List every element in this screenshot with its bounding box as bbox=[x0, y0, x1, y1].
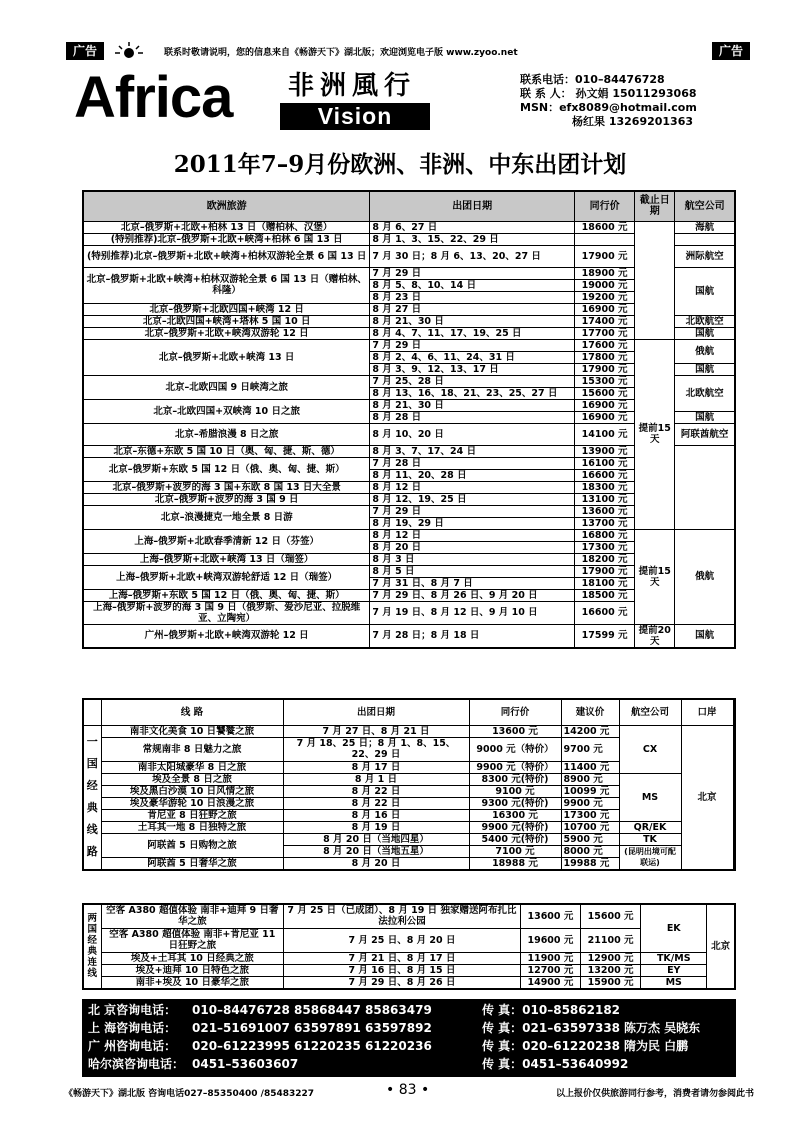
departure-dates: 8 月 5、8、10、14 日 bbox=[370, 279, 575, 291]
departure-dates: 7 月 28 日 bbox=[370, 457, 575, 469]
airline bbox=[733, 833, 735, 845]
route-name: 北京–希腊浪漫 8 日之旅 bbox=[83, 423, 370, 445]
airline: TK bbox=[619, 833, 681, 845]
price: 16300 元 bbox=[469, 809, 561, 821]
footer-city: 北 京咨询电话： bbox=[88, 1003, 177, 1017]
footer-fax: 传 真：0451–53640992 bbox=[482, 1057, 629, 1071]
departure-dates: 8 月 13、16、18、21、23、25、27 日 bbox=[370, 387, 575, 399]
departure-dates: 8 月 21、30 日 bbox=[370, 315, 575, 327]
africa-header-row bbox=[83, 699, 735, 725]
airline: 北欧航空 bbox=[675, 315, 735, 327]
price: 13700 元 bbox=[575, 517, 635, 529]
departure-dates: 8 月 3、9、12、13、17 日 bbox=[370, 363, 575, 375]
departure-dates: 7 月 27 日、8 月 21 日 bbox=[283, 725, 469, 737]
europe-header-row bbox=[83, 191, 735, 221]
suggested-price: 10700 元 bbox=[561, 821, 619, 833]
price: 13900 元 bbox=[575, 445, 635, 457]
africa-side-label: 一 国 经 典 线 路 bbox=[83, 725, 101, 870]
route-name: 空客 A380 超值体验 南非+肯尼亚 11 日狂野之旅 bbox=[101, 928, 284, 952]
suggested-price: 5900 元 bbox=[561, 833, 619, 845]
deadline: 提前15天 bbox=[635, 529, 675, 624]
footer-p: 020–61223995 61220235 61220236 bbox=[192, 1039, 432, 1053]
departure-dates: 8 月 20 日 bbox=[283, 857, 469, 870]
price: 17300 元 bbox=[575, 541, 635, 553]
price: 17600 元 bbox=[575, 339, 635, 351]
airline: 俄航 bbox=[675, 339, 735, 363]
africa-row bbox=[83, 725, 735, 737]
price: 13100 元 bbox=[575, 493, 635, 505]
ad-bar bbox=[66, 42, 750, 60]
airline: EK bbox=[641, 904, 707, 952]
price: 13600 元 bbox=[469, 725, 561, 737]
airline: CX bbox=[619, 725, 681, 773]
side-label bbox=[83, 699, 101, 725]
price: 12700 元 bbox=[520, 964, 580, 976]
departure-dates: 7 月 29 日 bbox=[370, 505, 575, 517]
page-bottom bbox=[64, 1084, 754, 1098]
contact-tel: 联系电话：010–84476728 bbox=[520, 73, 665, 86]
price: 15300 元 bbox=[575, 375, 635, 387]
combo-row bbox=[83, 928, 735, 952]
ad-text: 联系时敬请说明，您的信息来自《畅游天下》湖北版；欢迎浏览电子版 www.zyoo.net bbox=[164, 48, 518, 58]
airline: 阿联酋航空 bbox=[675, 423, 735, 445]
suggested-price: 17300 元 bbox=[561, 809, 619, 821]
combo-row bbox=[83, 976, 735, 989]
price: 16600 元 bbox=[575, 601, 635, 624]
footer-p: 010–84476728 85868447 85863479 bbox=[192, 1003, 432, 1017]
deadline: 提前20天 bbox=[635, 624, 675, 648]
route-name: 上海–俄罗斯+东欧 5 国 12 日（俄、奥、匈、捷、斯） bbox=[83, 589, 370, 601]
route-name: 土耳其一地 8 日独特之旅 bbox=[101, 821, 283, 833]
departure-dates: 7 月 19 日、8 月 12 日、9 月 10 日 bbox=[370, 601, 575, 624]
brand-vision: Vision bbox=[280, 103, 430, 130]
route-name: 北京–北欧四国+双峡湾 10 日之旅 bbox=[83, 399, 370, 423]
route-name: 上海–俄罗斯+北欧+峡湾 13 日（瑞签） bbox=[83, 553, 370, 565]
suggested-price: 19988 元 bbox=[561, 857, 619, 870]
price: 17700 元 bbox=[575, 327, 635, 339]
departure-dates: 8 月 22 日 bbox=[283, 797, 469, 809]
route-name: 北京–俄罗斯+北欧四国+峡湾 12 日 bbox=[83, 303, 370, 315]
price: 13600 元 bbox=[575, 505, 635, 517]
departure-dates: 7 月 18、25 日；8 月 1、8、15、22、29 日 bbox=[283, 737, 469, 761]
price: 16900 元 bbox=[575, 399, 635, 411]
africa-header-cell: 出团日期 bbox=[283, 699, 469, 725]
departure-dates: 8 月 12 日 bbox=[370, 481, 575, 493]
brand-africa: Africa bbox=[74, 65, 233, 130]
price: 17599 元 bbox=[575, 624, 635, 648]
africa-row bbox=[83, 773, 735, 785]
route-name: (特别推荐)北京–俄罗斯+北欧+峡湾+柏林双游轮全景 6 国 13 日 bbox=[83, 245, 370, 267]
contact-block bbox=[520, 73, 697, 129]
airline: TK/MS bbox=[641, 952, 707, 964]
departure-dates: 7 月 28 日；8 月 18 日 bbox=[370, 624, 575, 648]
airline: 国航 bbox=[675, 363, 735, 375]
route-name: 北京–俄罗斯+北欧+峡湾 13 日 bbox=[83, 339, 370, 375]
departure-dates: 8 月 1、3、15、22、29 日 bbox=[370, 233, 575, 245]
suggested-price: 15600 元 bbox=[580, 904, 640, 928]
price: 19000 元 bbox=[575, 279, 635, 291]
departure-dates: 7 月 16 日、8 月 15 日 bbox=[284, 964, 521, 976]
africa-row bbox=[83, 821, 735, 833]
departure-dates: 7 月 29 日 bbox=[370, 267, 575, 279]
suggested-price: 12900 元 bbox=[580, 952, 640, 964]
price: 9000 元（特价） bbox=[469, 737, 561, 761]
bottom-left: 《畅游天下》湖北版 咨询电话027–85350400 /85483227 bbox=[64, 1089, 315, 1099]
footer-city: 哈尔滨咨询电话： bbox=[88, 1057, 185, 1071]
route-name: 阿联酋 5 日购物之旅 bbox=[101, 833, 283, 857]
departure-dates: 8 月 20 日（当地五星） bbox=[283, 845, 469, 857]
route-name: 南非+埃及 10 日豪华之旅 bbox=[101, 976, 284, 989]
airline: 海航 bbox=[675, 221, 735, 233]
africa-header-cell: 线 路 bbox=[101, 699, 283, 725]
departure-dates: 8 月 22 日 bbox=[283, 785, 469, 797]
airline: 北欧航空 bbox=[675, 375, 735, 411]
airline: 俄航 bbox=[675, 529, 735, 624]
price: 16600 元 bbox=[575, 469, 635, 481]
route-name: 埃及豪华游轮 10 日浪漫之旅 bbox=[101, 797, 283, 809]
port: 北京 bbox=[707, 904, 735, 989]
europe-row bbox=[83, 221, 735, 233]
departure-dates: 8 月 2、4、6、11、24、31 日 bbox=[370, 351, 575, 363]
airline bbox=[675, 445, 735, 529]
route-name: 常规南非 8 日魅力之旅 bbox=[101, 737, 283, 761]
route-name: 埃及全景 8 日之旅 bbox=[101, 773, 283, 785]
departure-dates: 7 月 21 日、8 月 17 日 bbox=[284, 952, 521, 964]
airline-note: (昆明出境可配联运) bbox=[619, 845, 681, 870]
footer-fax: 传 真：020–61220238 bbox=[482, 1039, 621, 1053]
departure-dates: 7 月 29 日、8 月 26 日、9 月 20 日 bbox=[370, 589, 575, 601]
departure-dates: 7 月 25 日（已成团）、8 月 19 日 独家赠送阿布扎比法拉利公园 bbox=[284, 904, 521, 928]
price: 9900 元(特价) bbox=[469, 821, 561, 833]
price: 7100 元 bbox=[469, 845, 561, 857]
suggested-price: 11400 元 bbox=[561, 761, 619, 773]
price: 14900 元 bbox=[520, 976, 580, 989]
departure-dates: 7 月 29 日 bbox=[370, 339, 575, 351]
price: 9300 元(特价) bbox=[469, 797, 561, 809]
price: 16100 元 bbox=[575, 457, 635, 469]
departure-dates: 8 月 17 日 bbox=[283, 761, 469, 773]
route-name: 北京–俄罗斯+北欧+峡湾双游轮 12 日 bbox=[83, 327, 370, 339]
route-name: 北京–俄罗斯+波罗的海 3 国 9 日 bbox=[83, 493, 370, 505]
departure-dates: 8 月 23 日 bbox=[370, 291, 575, 303]
route-name: 北京–浪漫捷克一地全景 8 日游 bbox=[83, 505, 370, 529]
airline: MS bbox=[641, 976, 707, 989]
price: 17400 元 bbox=[575, 315, 635, 327]
route-name: 上海–俄罗斯+北欧春季清新 12 日（芬签） bbox=[83, 529, 370, 553]
price: 14100 元 bbox=[575, 423, 635, 445]
africa-header-cell: 口岸 bbox=[681, 699, 733, 725]
ad-tag-right: 广告 bbox=[712, 42, 750, 60]
suggested-price: 8000 元 bbox=[561, 845, 619, 857]
departure-dates: 8 月 28 日 bbox=[370, 411, 575, 423]
ad-tag-left: 广告 bbox=[66, 42, 104, 60]
route-name: 南非太阳城豪华 8 日之旅 bbox=[101, 761, 283, 773]
airline: 洲际航空 bbox=[675, 245, 735, 267]
route-name: 上海–俄罗斯+北欧+峡湾双游轮舒适 12 日（瑞签） bbox=[83, 565, 370, 589]
departure-dates: 8 月 27 日 bbox=[370, 303, 575, 315]
price: 18300 元 bbox=[575, 481, 635, 493]
suggested-price: 9700 元 bbox=[561, 737, 619, 761]
departure-dates: 8 月 21、30 日 bbox=[370, 399, 575, 411]
europe-row bbox=[83, 529, 735, 541]
page-title: 2011年7–9月份欧洲、非洲、中东出团计划 bbox=[173, 151, 627, 178]
europe-header-cell: 欧洲旅游 bbox=[83, 191, 370, 221]
route-name: 北京–俄罗斯+波罗的海 3 国+东欧 8 国 13 日大全景 bbox=[83, 481, 370, 493]
europe-table bbox=[82, 190, 736, 649]
europe-header-cell: 截止日期 bbox=[635, 191, 675, 221]
airline: 国航 bbox=[675, 411, 735, 423]
price: 18988 元 bbox=[469, 857, 561, 870]
departure-dates: 8 月 19 日 bbox=[283, 821, 469, 833]
price: 17900 元 bbox=[575, 565, 635, 577]
europe-header-cell: 出团日期 bbox=[370, 191, 575, 221]
departure-dates: 8 月 20 日 bbox=[370, 541, 575, 553]
footer-city: 广 州咨询电话： bbox=[88, 1039, 177, 1053]
airline: MS bbox=[619, 773, 681, 821]
price: 16800 元 bbox=[575, 529, 635, 541]
suggested-price: 14200 元 bbox=[561, 725, 619, 737]
departure-dates: 8 月 4、7、11、17、19、25 日 bbox=[370, 327, 575, 339]
price: 19600 元 bbox=[520, 928, 580, 952]
departure-dates: 7 月 29 日、8 月 26 日 bbox=[284, 976, 521, 989]
route-name: 肯尼亚 8 日狂野之旅 bbox=[101, 809, 283, 821]
departure-dates: 7 月 25 日、8 月 20 日 bbox=[284, 928, 521, 952]
deadline bbox=[635, 221, 675, 339]
route-name: 北京–俄罗斯+东欧 5 国 12 日（俄、奥、匈、捷、斯） bbox=[83, 457, 370, 481]
price: 9900 元（特价） bbox=[469, 761, 561, 773]
suggested-price: 15900 元 bbox=[580, 976, 640, 989]
price: 5400 元(特价) bbox=[469, 833, 561, 845]
footer-who: 陈万杰 吴晓东 bbox=[624, 1021, 701, 1035]
departure-dates: 8 月 3 日 bbox=[370, 553, 575, 565]
departure-dates: 8 月 16 日 bbox=[283, 809, 469, 821]
footer-fax: 传 真：010–85862182 bbox=[482, 1003, 621, 1017]
combo-row bbox=[83, 964, 735, 976]
suggested-price: 9900 元 bbox=[561, 797, 619, 809]
route-name: 北京–北欧四国 9 日峡湾之旅 bbox=[83, 375, 370, 399]
route-name: 埃及黑白沙漠 10 日风情之旅 bbox=[101, 785, 283, 797]
price: 16900 元 bbox=[575, 411, 635, 423]
departure-dates: 7 月 30 日；8 月 6、13、20、27 日 bbox=[370, 245, 575, 267]
combo-side-label: 两 国 经 典 连 线 bbox=[83, 904, 101, 989]
sun-logo-icon bbox=[114, 42, 144, 58]
europe-header-cell: 航空公司 bbox=[675, 191, 735, 221]
brand-chinese: 非洲風行 bbox=[288, 71, 417, 101]
route-name: 埃及+迪拜 10 日特色之旅 bbox=[101, 964, 284, 976]
price: 18900 元 bbox=[575, 267, 635, 279]
footer-row bbox=[88, 1037, 730, 1055]
africa-header-cell: 航空公司 bbox=[619, 699, 681, 725]
price: 11900 元 bbox=[520, 952, 580, 964]
deadline: 提前15天 bbox=[635, 339, 675, 529]
contact-person: 联 系 人： 孙文娟 15011293068 bbox=[520, 87, 697, 100]
departure-dates: 7 月 25、28 日 bbox=[370, 375, 575, 387]
africa-header-cell: 建议价 bbox=[561, 699, 619, 725]
footer-p: 0451–53603607 bbox=[192, 1057, 299, 1071]
route-name: 北京–俄罗斯+北欧+峡湾+柏林双游轮全景 6 国 13 日（赠柏林、科隆） bbox=[83, 267, 370, 303]
departure-dates: 8 月 6、27 日 bbox=[370, 221, 575, 233]
price: 17800 元 bbox=[575, 351, 635, 363]
africa-row bbox=[83, 833, 735, 845]
page-number: • 83 • bbox=[386, 1082, 430, 1098]
route-name: 北京–俄罗斯+北欧+柏林 13 日（赠柏林、汉堡） bbox=[83, 221, 370, 233]
airline: QR/EK bbox=[619, 821, 681, 833]
suggested-price: 21100 元 bbox=[580, 928, 640, 952]
africa-table bbox=[82, 698, 736, 871]
footer-p: 021–51691007 63597891 63597892 bbox=[192, 1021, 432, 1035]
route-name: 上海–俄罗斯+波罗的海 3 国 9 日（俄罗斯、爱沙尼亚、拉脱维亚、立陶宛） bbox=[83, 601, 370, 624]
airline bbox=[575, 233, 635, 245]
footer-who: 隋为民 白鹏 bbox=[624, 1039, 689, 1053]
route-name: 南非文化美食 10 日饕餮之旅 bbox=[101, 725, 283, 737]
departure-dates: 8 月 12 日 bbox=[370, 529, 575, 541]
price: 18500 元 bbox=[575, 589, 635, 601]
airline: 国航 bbox=[675, 267, 735, 315]
footer-contacts bbox=[82, 999, 736, 1077]
route-name: 阿联酋 5 日奢华之旅 bbox=[101, 857, 283, 870]
footer-fax: 传 真：021–63597338 bbox=[482, 1021, 621, 1035]
europe-row bbox=[83, 624, 735, 648]
contact-person2: 杨红果 13269201363 bbox=[572, 115, 694, 128]
departure-dates: 8 月 11、20、28 日 bbox=[370, 469, 575, 481]
departure-dates: 8 月 20 日（当地四星） bbox=[283, 833, 469, 845]
bottom-right: 以上报价仅供旅游同行参考，消费者请勿参阅此书 bbox=[555, 1089, 754, 1099]
footer-city: 上 海咨询电话： bbox=[88, 1021, 177, 1035]
combo-row bbox=[83, 904, 735, 928]
departure-dates: 8 月 5 日 bbox=[370, 565, 575, 577]
price: 17900 元 bbox=[575, 363, 635, 375]
departure-dates: 8 月 1 日 bbox=[283, 773, 469, 785]
port: 北京 bbox=[681, 725, 733, 870]
contact-msn: MSN：efx8089@hotmail.com bbox=[520, 101, 697, 114]
departure-dates: 8 月 12、19、25 日 bbox=[370, 493, 575, 505]
suggested-price: 8900 元 bbox=[561, 773, 619, 785]
airline: 国航 bbox=[675, 624, 735, 648]
footer-row bbox=[88, 1019, 730, 1037]
combo-table bbox=[82, 903, 736, 990]
price: 9100 元 bbox=[469, 785, 561, 797]
price: 18100 元 bbox=[575, 577, 635, 589]
price: 18200 元 bbox=[575, 553, 635, 565]
africa-header-cell: 同行价 bbox=[469, 699, 561, 725]
footer-row bbox=[88, 1001, 730, 1019]
route-name: 埃及+土耳其 10 日经典之旅 bbox=[101, 952, 284, 964]
price: 19200 元 bbox=[575, 291, 635, 303]
footer-row bbox=[88, 1055, 730, 1073]
route-name: 广州–俄罗斯+北欧+峡湾双游轮 12 日 bbox=[83, 624, 370, 648]
suggested-price: 13200 元 bbox=[580, 964, 640, 976]
price: 8300 元(特价) bbox=[469, 773, 561, 785]
route-name: (特别推荐)北京–俄罗斯+北欧+峡湾+柏林 6 国 13 日 bbox=[83, 233, 370, 245]
departure-dates: 8 月 10、20 日 bbox=[370, 423, 575, 445]
price: 15600 元 bbox=[575, 387, 635, 399]
europe-row bbox=[83, 339, 735, 351]
route-name: 空客 A380 超值体验 南非+迪拜 9 日奢华之旅 bbox=[101, 904, 284, 928]
route-name: 北京–北欧四国+峡湾+塔林 5 国 10 日 bbox=[83, 315, 370, 327]
suggested-price: 10099 元 bbox=[561, 785, 619, 797]
airline: EY bbox=[641, 964, 707, 976]
combo-row bbox=[83, 952, 735, 964]
route-name: 北京–东德+东欧 5 国 10 日（奥、匈、捷、斯、德） bbox=[83, 445, 370, 457]
departure-dates: 8 月 3、7、17、24 日 bbox=[370, 445, 575, 457]
price: 18600 元 bbox=[575, 221, 635, 233]
departure-dates: 8 月 19、29 日 bbox=[370, 517, 575, 529]
price: 13600 元 bbox=[520, 904, 580, 928]
airline: 国航 bbox=[675, 327, 735, 339]
europe-header-cell: 同行价 bbox=[575, 191, 635, 221]
departure-dates: 7 月 31 日、8 月 7 日 bbox=[370, 577, 575, 589]
price: 16900 元 bbox=[575, 303, 635, 315]
price: 17900 元 bbox=[575, 245, 635, 267]
